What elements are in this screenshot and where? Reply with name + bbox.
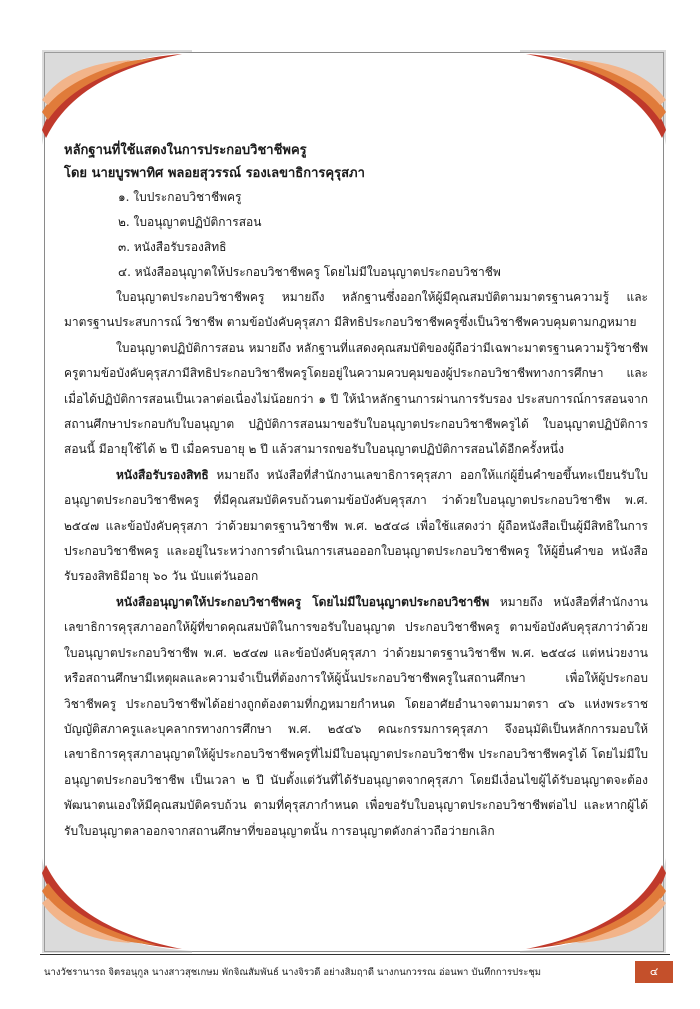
document-title: หลักฐานที่ใช้แสดงในการประกอบวิชาชีพครู [64, 143, 307, 158]
paragraph-text: ใบอนุญาตประกอบวิชาชีพครู หมายถึง หลักฐานซึ่งออกให้ผู้มีคุณสมบัติตามมาตรฐานความรู้ และมาตรฐานประสบการณ์ วิชาชีพ ตามข้อบังคับคุรุสภา มีสิทธิประกอบวิชาชีพครูซึ่งเป็นวิชาชีพควบคุมตามกฎหมาย [64, 290, 648, 330]
paragraph-text: หมายถึง หนังสือที่สำนักงานเลขาธิการคุรุสภา ออกให้แก่ผู้ยื่นคำขอขึ้นทะเบียนรับใบอนุญาตประกอบวิชาชีพครู ที่มีคุณสมบัติครบถ้วนตามข้อบังคับคุรุสภา ว่าด้วยใบอนุญาตประกอบวิชาชีพ พ.ศ. ๒๕๔๗ และข้อบังคับคุรุสภา ว่าด้วยมาตรฐานวิชาชีพ พ.ศ. ๒๕๔๘ เพื่อใช้แสดงว่า ผู้ถือหนังสือเป็นผู้มีสิทธิในการประกอบวิชาชีพครู และอยู่ในระหว่างการดำเนินการเสนอออกใบอนุญาตประกอบวิชาชีพครู ให้ผู้ยื่นคำขอ หนังสือรับรองสิทธิมีอายุ ๖๐ วัน นับแต่วันออก [64, 467, 648, 584]
corner-ornament-bottom-left [42, 858, 192, 953]
corner-ornament-bottom-right [520, 858, 666, 953]
paragraph-permission-letter [64, 590, 648, 844]
footer-divider [40, 954, 670, 955]
paragraph-term: หนังสือรับรองสิทธิ [116, 467, 209, 482]
corner-ornament-top-right [520, 50, 666, 145]
list-item: ๒. ใบอนุญาตปฏิบัติการสอน [118, 215, 262, 229]
list-item: ๑. ใบประกอบวิชาชีพครู [118, 190, 242, 204]
paragraph-term: หนังสืออนุญาตให้ประกอบวิชาชีพครู โดยไม่มีใบอนุญาตประกอบวิชาชีพ [116, 594, 490, 609]
footer-credits: นางวัชรานารถ จิตรอนุกูล นางสาวสุชเกษม พักจิณสัมพันธ์ นางจิรวดี อย่างสิมฤาดี นางกนกวรรณ อ่อนพา บันทึกการประชุม [44, 967, 542, 978]
paragraph-license [64, 285, 648, 336]
document-author: โดย นายบูรพาทิศ พลอยสุวรรณ์ รองเลขาธิการคุรุสภา [64, 166, 365, 181]
list-item: ๔. หนังสืออนุญาตให้ประกอบวิชาชีพครู โดยไม่มีใบอนุญาตประกอบวิชาชีพ [118, 265, 501, 279]
paragraph-certificate [64, 463, 648, 590]
paragraph-text: ใบอนุญาตปฏิบัติการสอน หมายถึง หลักฐานที่แสดงคุณสมบัติของผู้ถือว่ามีเฉพาะมาตรฐานความรู้วิชาชีพครูตามข้อบังคับคุรุสภามีสิทธิประกอบวิชาชีพครูโดยอยู่ในความควบคุมของผู้ประกอบวิชาชีพทางการศึกษา และเมื่อได้ปฏิบัติการสอนเป็นเวลาต่อเนื่องไม่น้อยกว่า ๑ ปี ให้นำหลักฐานการผ่านการรับรอง ประสบการณ์การสอนจากสถานศึกษาประกอบกับใบอนุญาต ปฏิบัติการสอนมาขอรับใบอนุญาตประกอบวิชาชีพครูได้ ใบอนุญาตปฏิบัติการสอนนี้ มีอายุใช้ได้ ๒ ปี เมื่อครบอายุ ๒ ปี แล้วสามารถขอรับใบอนุญาตปฏิบัติการสอนได้อีกครั้งหนึ่ง [64, 340, 648, 457]
page-number-badge: ๔ [635, 961, 673, 983]
paragraph-teaching-permit [64, 336, 648, 463]
list-item: ๓. หนังสือรับรองสิทธิ [118, 240, 227, 254]
corner-ornament-top-left [42, 50, 192, 145]
paragraph-text: หมายถึง หนังสือที่สำนักงานเลขาธิการคุรุสภาออกให้ผู้ที่ขาดคุณสมบัติในการขอรับใบอนุญาต ประกอบวิชาชีพครู ตามข้อบังคับคุรุสภาว่าด้วยใบอนุญาตประกอบวิชาชีพ พ.ศ. ๒๕๔๗ และข้อบังคับคุรุสภา ว่าด้วยมาตรฐานวิชาชีพ พ.ศ. ๒๕๔๘ แต่หน่วยงานหรือสถานศึกษามีเหตุผลและความจำเป็นที่ต้องการให้ผู้นั้นประกอบวิชาชีพครูในสถานศึกษา เพื่อให้ผู้ประกอบวิชาชีพครู ประกอบวิชาชีพได้อย่างถูกต้องตามที่กฎหมายกำหนด โดยอาศัยอำนาจตามมาตรา ๔๖ แห่งพระราชบัญญัติสภาครูและบุคลากรทางการศึกษา พ.ศ. ๒๕๔๖ คณะกรรมการคุรุสภา จึงอนุมัติเป็นหลักการมอบให้เลขาธิการคุรุสภาอนุญาตให้ผู้ประกอบวิชาชีพครูที่ไม่มีใบอนุญาตประกอบวิชาชีพ ประกอบวิชาชีพครูได้ โดยไม่มีใบอนุญาตประกอบวิชาชีพ เป็นเวลา ๒ ปี นับตั้งแต่วันที่ได้รับอนุญาตจากคุรุสภา โดยมีเงื่อนไขผู้ได้รับอนุญาตจะต้องพัฒนาตนเองให้มีคุณสมบัติครบถ้วน ตามที่คุรุสภากำหนด เพื่อขอรับใบอนุญาตประกอบวิชาชีพต่อไป และหากผู้ได้รับใบอนุญาตลาออกจากสถานศึกษาที่ขออนุญาตนั้น การอนุญาตดังกล่าวถือว่ายกเลิก [64, 594, 649, 838]
document-body [64, 139, 648, 844]
